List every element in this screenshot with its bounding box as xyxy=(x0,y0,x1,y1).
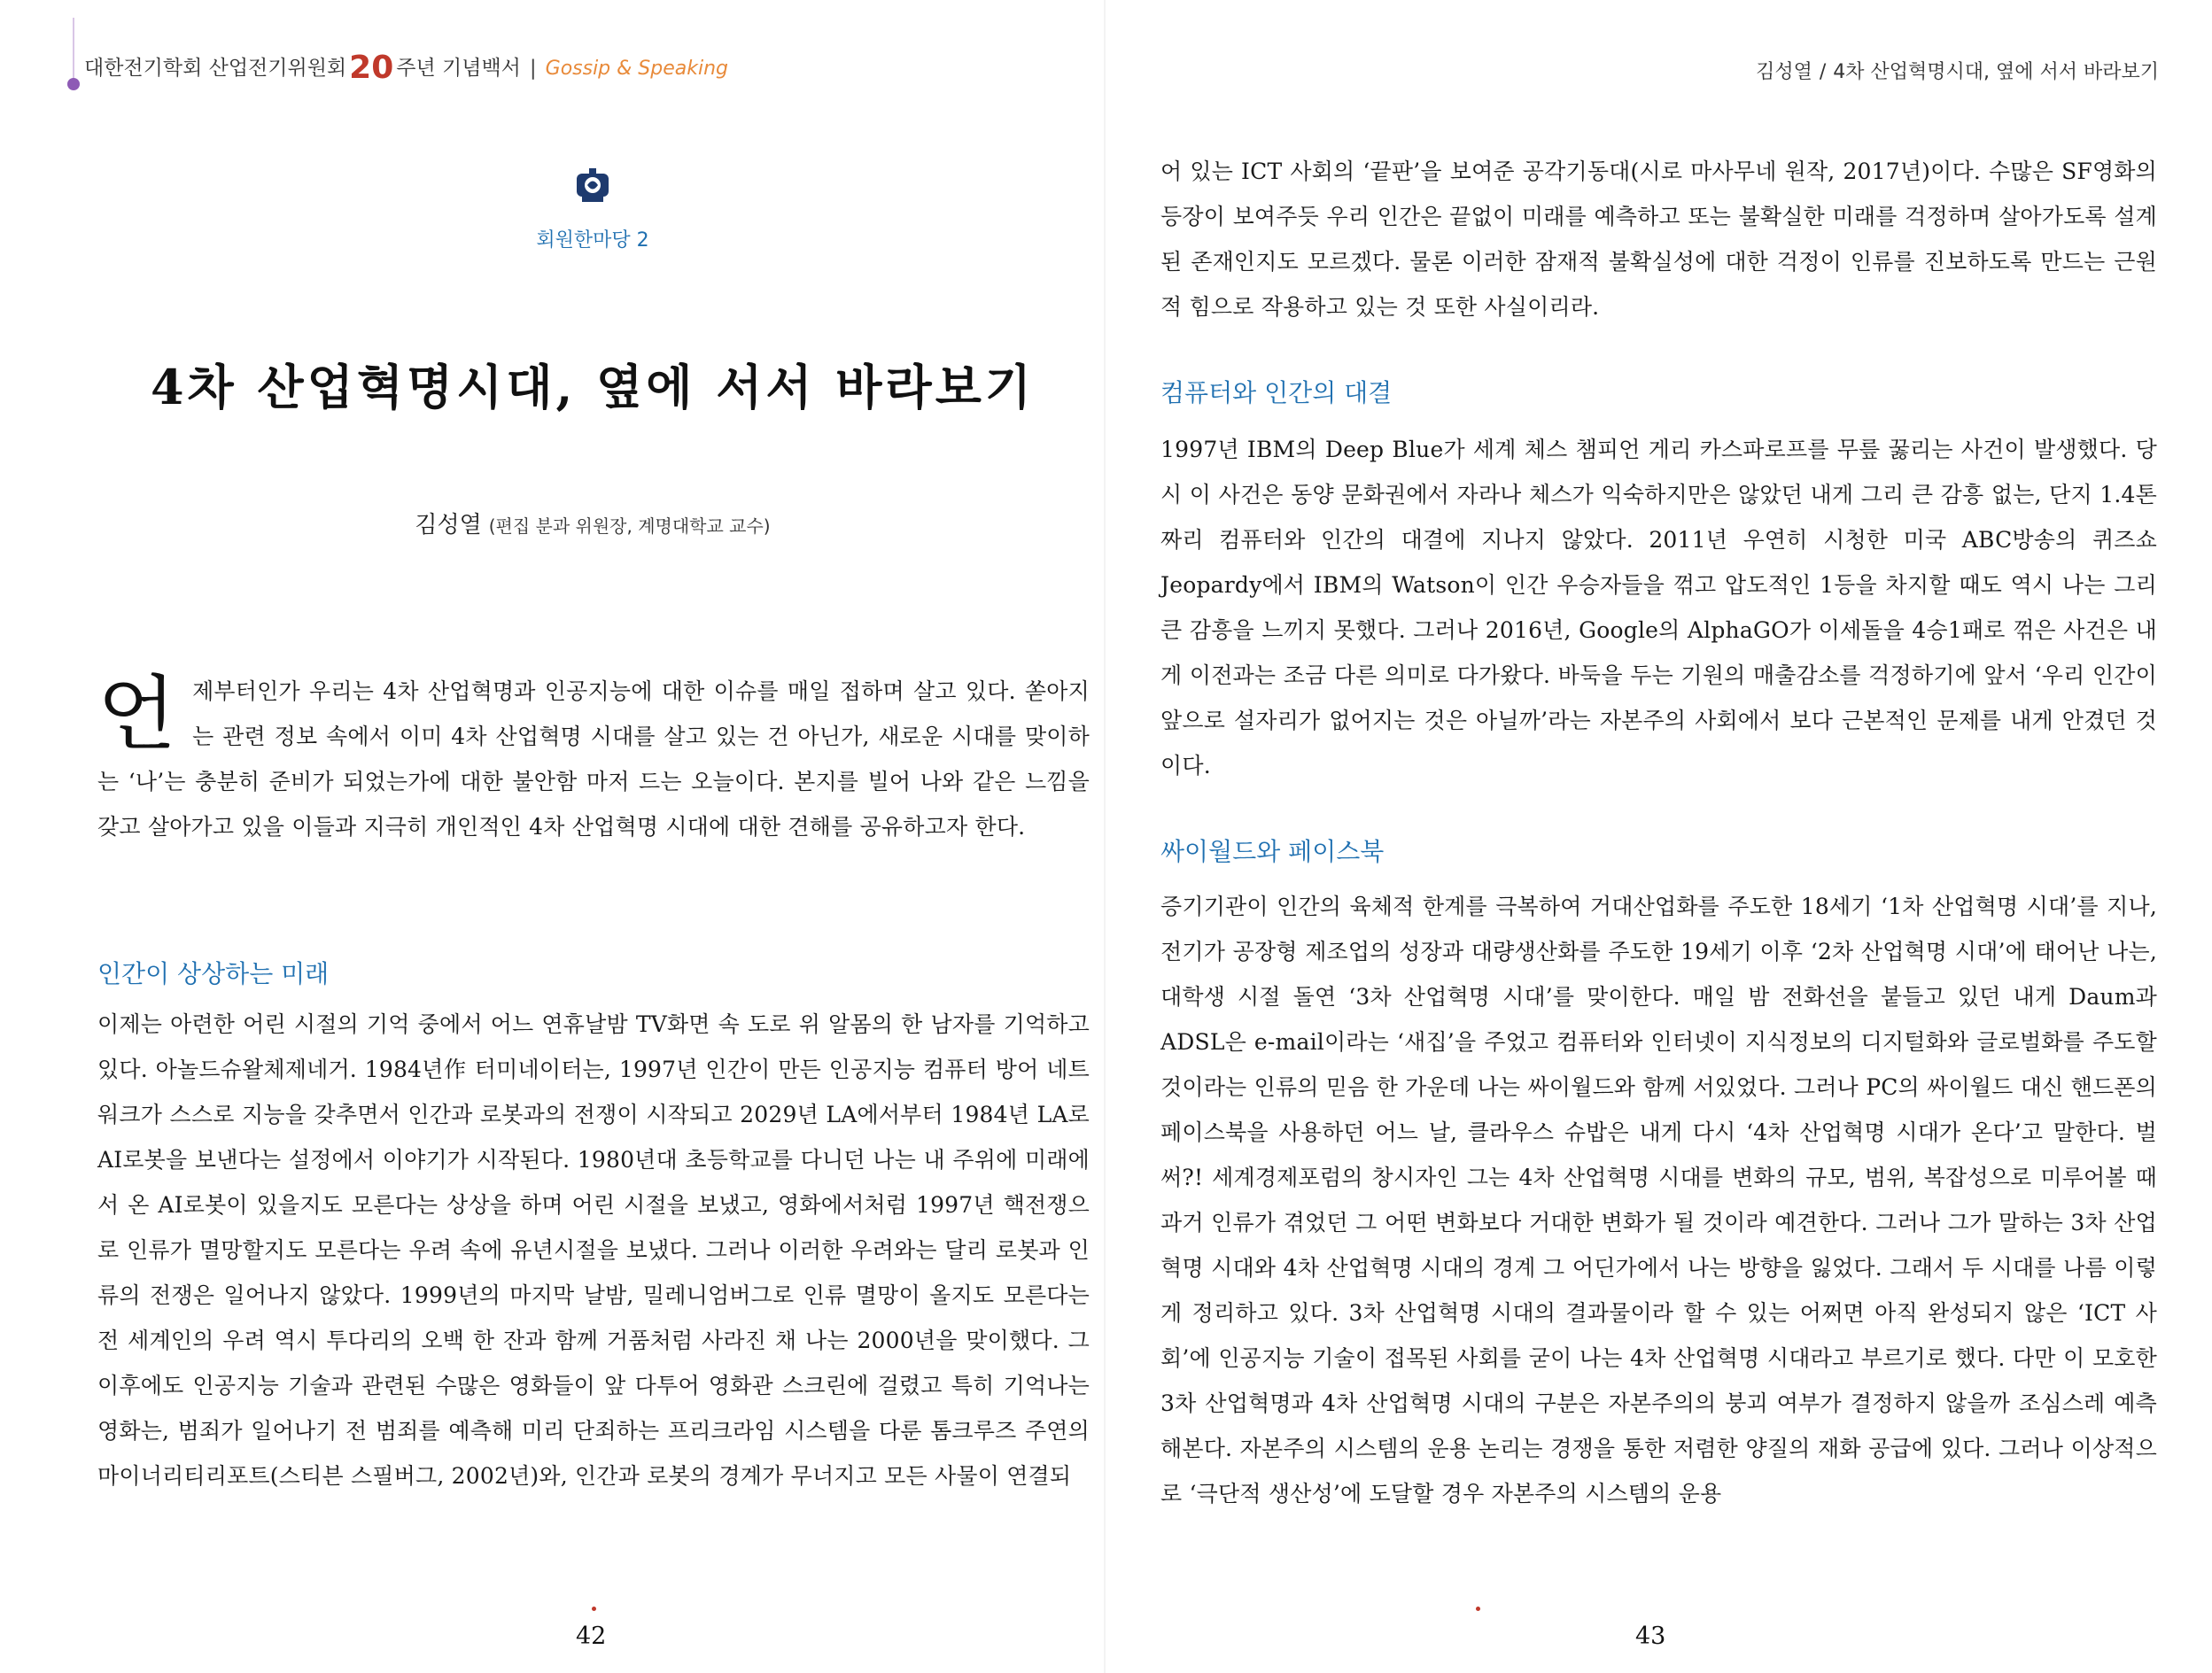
section-heading-imagined-future: 인간이 상상하는 미래 xyxy=(97,959,330,988)
page-number-left: 42 xyxy=(576,1623,607,1650)
page-number-right: 43 xyxy=(1635,1623,1666,1650)
right-page xyxy=(1106,0,2212,1673)
section-tag: 회원한마당 2 xyxy=(536,229,649,252)
header-series-name: Gossip & Speaking xyxy=(545,58,728,80)
article-title: 4차 산업혁명시대, 옆에 서서 바라보기 xyxy=(150,359,1036,415)
running-header-left xyxy=(84,50,728,86)
author-line xyxy=(0,507,1185,539)
section-body-imagined-future xyxy=(97,1002,1090,1499)
section3-text: 증기기관이 인간의 육체적 한계를 극복하여 거대산업화를 주도한 18세기 ‘1차 산업혁명 시대’를 지나, 전기가 공장형 제조업의 성장과 대량생산화를 주도한 19세기 이후 ‘2차 산업혁명 시대’에 태어난 나는, 대학생 시절 돌연 ‘3차 산업혁명 시대’를 맞이한다. 매일 밤 전화선을 붙들고 있던 내게 Daum과 ADSL은 e-mail이라는 ‘새집’을 주었고 컴퓨터와 인터넷이 지식정보의 디지털화와 글로벌화를 주도할 것이라는 인류의 믿음 한 가운데 나는 싸이월드와 함께 서있었다. 그러나 PC의 싸이월드 대신 핸드폰의 페이스북을 사용하던 어느 날, 클라우스 슈밥은 내게 다시 ‘4차 산업혁명 시대가 온다’고 말한다. 벌써?! 세계경제포럼의 창시자인 그는 4차 산업혁명 시대를 변화의 규모, 범위, 복잡성으로 미루어볼 때 과거 인류가 겪었던 그 어떤 변화보다 거대한 변화가 될 것이라 예견한다. 그러나 그가 말하는 3차 산업혁명 시대와 4차 산업혁명 시대의 경계 그 어딘가에서 나는 방향을 잃었다. 그래서 두 시대를 나름 이렇게 정리하고 있다. 3차 산업혁명 시대의 결과물이라 할 수 있는 어쩌면 아직 완성되지 않은 ‘ICT 사회’에 인공지능 기술이 접목된 사회를 굳이 나는 4차 산업혁명 시대라고 부르기로 했다. 다만 이 모호한 3차 산업혁명과 4차 산업혁명 시대의 구분은 자본주의의 붕괴 여부가 결정하지 않을까 조심스레 예측해본다. 자본주의 시스템의 운용 논리는 경쟁을 통한 저렴한 양질의 재화 공급에 있다. 그러나 이상적으로 ‘극단적 생산성’에 도달할 경우 자본주의 시스템의 운용 xyxy=(1160,894,2157,1506)
society-emblem-icon xyxy=(571,165,614,207)
header-article-title: 4차 산업혁명시대, 옆에 서서 바라보기 xyxy=(1833,61,2159,83)
continuation-text: 어 있는 ICT 사회의 ‘끝판’을 보여준 공각기동대(시로 마사무네 원작, 2017년)이다. 수많은 SF영화의 등장이 보여주듯 우리 인간은 끝없이 미래를 예측하고 또는 불확실한 미래를 걱정하며 살아가도록 설계된 존재인지도 모르겠다. 물론 이러한 잠재적 불확실성에 대한 걱정이 인류를 진보하도록 만드는 근원적 힘으로 작용하고 있는 것 또한 사실이리라. xyxy=(1160,159,2157,320)
continued-paragraph xyxy=(1160,149,2157,329)
author-name: 김성열 xyxy=(415,512,482,538)
page-marker-right xyxy=(1476,1607,1480,1611)
header-author: 김성열 xyxy=(1756,61,1812,83)
page-marker-left xyxy=(592,1607,596,1611)
section-body-cyworld-facebook xyxy=(1160,884,2157,1516)
section-heading-computer-vs-human: 컴퓨터와 인간의 대결 xyxy=(1160,378,1393,407)
intro-text: 제부터인가 우리는 4차 산업혁명과 인공지능에 대한 이슈를 매일 접하며 살고 있다. 쏟아지는 관련 정보 속에서 이미 4차 산업혁명 시대를 살고 있는 건 아닌가, 새로운 시대를 맞이하는 ‘나’는 충분히 준비가 되었는가에 대한 불안함 마저 드는 오늘이다. 본지를 빌어 나와 같은 느낌을 갖고 살아가고 있을 이들과 지극히 개인적인 4차 산업혁명 시대에 대한 견해를 공유하고자 한다. xyxy=(97,678,1090,840)
header-anniversary-number: 20 xyxy=(349,50,394,86)
section2-text: 1997년 IBM의 Deep Blue가 세계 체스 챔피언 게리 카스파로프를 무릎 꿇리는 사건이 발생했다. 당시 이 사건은 동양 문화권에서 자라나 체스가 익숙하지만은 않았던 내게 그리 큰 감흥 없는, 단지 1.4톤짜리 컴퓨터와 인간의 대결에 지나지 않았다. 2011년 우연히 시청한 미국 ABC방송의 퀴즈쇼 Jeopardy에서 IBM의 Watson이 인간 우승자들을 꺾고 압도적인 1등을 차지할 때도 역시 나는 그리 큰 감흥을 느끼지 못했다. 그러나 2016년, Google의 AlphaGO가 이세돌을 4승1패로 꺾은 사건은 내게 이전과는 조금 다른 의미로 다가왔다. 바둑을 두는 기원의 매출감소를 걱정하기에 앞서 ‘우리 인간이 앞으로 설자리가 없어지는 것은 아닐까’라는 자본주의 사회에서 보다 근본적인 문제를 내게 안겼던 것이다. xyxy=(1160,437,2157,778)
header-right-separator: / xyxy=(1819,61,1827,83)
section-body-computer-vs-human xyxy=(1160,427,2157,788)
section1-text: 이제는 아련한 어린 시절의 기억 중에서 어느 연휴날밤 TV화면 속 도로 위 알몸의 한 남자를 기억하고 있다. 아놀드슈왈체제네거. 1984년作 터미네이터는, 1997년 인간이 만든 인공지능 컴퓨터 방어 네트워크가 스스로 지능을 갖추면서 인간과 로봇과의 전쟁이 시작되고 2029년 LA에서부터 1984년 LA로 AI로봇을 보낸다는 설정에서 이야기가 시작된다. 1980년대 초등학교를 다니던 나는 내 주위에 미래에서 온 AI로봇이 있을지도 모른다는 상상을 하며 어린 시절을 보냈고, 영화에서처럼 1997년 핵전쟁으로 인류가 멸망할지도 모른다는 우려 속에 유년시절을 보냈다. 그러나 이러한 우려와는 달리 로봇과 인류의 전쟁은 일어나지 않았다. 1999년의 마지막 날밤, 밀레니엄버그로 인류 멸망이 올지도 모른다는 전 세계인의 우려 역시 투다리의 오백 한 잔과 함께 거품처럼 사라진 채 나는 2000년을 맞이했다. 그 이후에도 인공지능 기술과 관련된 수많은 영화들이 앞 다투어 영화관 스크린에 걸렸고 특히 기억나는 영화는, 범죄가 일어나기 전 범죄를 예측해 미리 단죄하는 프리크라임 시스템을 다룬 톰크루즈 주연의 마이너리티리포트(스티븐 스필버그, 2002년)와, 인간과 로봇의 경계가 무너지고 모든 사물이 연결되 xyxy=(97,1011,1090,1489)
running-header-right xyxy=(1756,57,2159,84)
section-heading-cyworld-facebook: 싸이월드와 페이스북 xyxy=(1160,837,1385,866)
author-affiliation: (편집 분과 위원장, 계명대학교 교수) xyxy=(488,515,771,537)
header-book-title: 주년 기념백서 xyxy=(396,57,521,80)
intro-paragraph xyxy=(97,669,1090,849)
drop-cap: 언 xyxy=(97,667,177,762)
header-decoration-dot xyxy=(67,78,80,90)
header-decoration-line xyxy=(73,18,74,80)
header-organization: 대한전기학회 산업전기위원회 xyxy=(84,57,347,80)
header-separator: | xyxy=(529,57,537,80)
